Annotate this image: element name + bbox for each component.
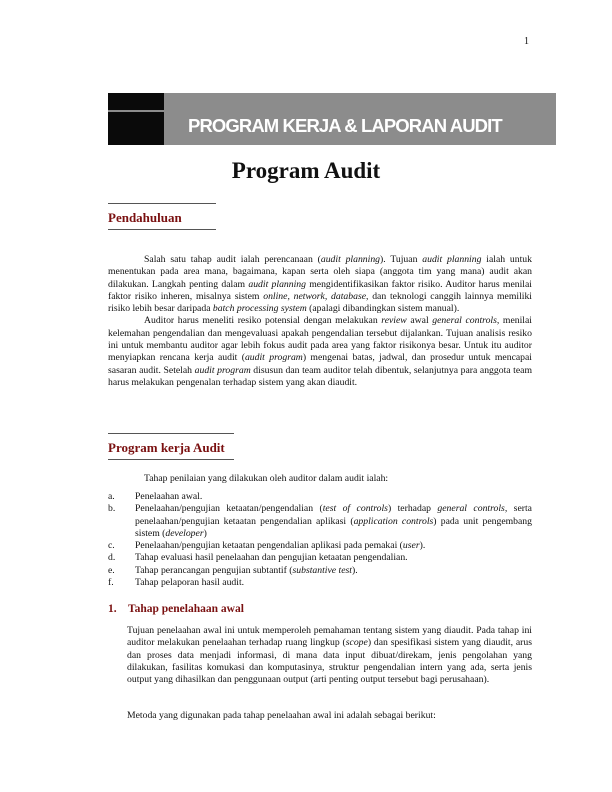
section-rule-top xyxy=(108,433,234,434)
intro-paragraphs xyxy=(108,254,532,389)
text-run: ). Tujuan xyxy=(380,254,423,265)
list-intro xyxy=(108,473,532,485)
italic-text: scope xyxy=(345,637,368,649)
italic-text: audit program xyxy=(244,352,303,364)
subsection-heading xyxy=(108,603,244,615)
italic-text: substantive test xyxy=(292,564,352,576)
section-rule-bottom xyxy=(108,229,216,230)
text-run: Penelaahan/pengujian ketaatan/pengendalian ( xyxy=(135,503,323,515)
list-item xyxy=(108,565,532,577)
list-intro-text: Tahap penilaian yang dilakukan oleh auditor dalam audit ialah: xyxy=(144,473,389,484)
italic-text: online, network, database xyxy=(263,290,367,302)
audit-stage-list xyxy=(108,491,532,589)
list-item xyxy=(108,577,532,589)
list-marker: f. xyxy=(108,577,114,589)
banner-title: PROGRAM KERJA & LAPORAN AUDIT xyxy=(188,115,502,136)
text-run: ialah untuk menentukan pada area mana, bagaimana, kapan serta oleh siapa (anggota tim yang mana) audit akan dilakukan. Langkah penting dalam xyxy=(108,254,532,290)
list-text xyxy=(135,540,425,551)
text-run: serta penelaahan/pengujian ketaatan pengendalian aplikasi ( xyxy=(135,503,532,527)
italic-text: audit planning xyxy=(422,254,482,265)
text-run: ) pada unit pengembang sistem ( xyxy=(135,515,532,539)
text-run: ) terhadap xyxy=(387,503,438,515)
list-marker: c. xyxy=(108,540,115,552)
italic-text: audit planning xyxy=(320,254,381,265)
text-run: Auditor harus meneliti resiko potensial dengan melakukan xyxy=(144,315,382,327)
text-run: mengidentifikasikan faktor risiko. Auditor harus menilai faktor risiko inheren, misalnya sistem xyxy=(108,278,532,302)
subsection-title: Tahap penelahaan awal xyxy=(128,603,244,615)
list-item xyxy=(108,503,532,540)
list-marker: e. xyxy=(108,564,115,576)
section-rule-top xyxy=(108,203,216,204)
section-heading-pendahuluan: Pendahuluan xyxy=(108,210,182,225)
list-item xyxy=(108,540,532,552)
italic-text: review xyxy=(381,315,407,327)
italic-text: general controls, xyxy=(432,315,500,327)
italic-text: general controls, xyxy=(437,503,508,515)
text-run: Tujuan penelaahan awal ini untuk memperoleh pemahaman tentang sistem yang diaudit. Pada tahap ini auditor melakukan penelaahan terhadap ruang lingkup ( xyxy=(127,625,532,649)
banner-black-block xyxy=(108,93,164,145)
italic-text: test of controls xyxy=(322,503,388,515)
section-heading-program-kerja: Program kerja Audit xyxy=(108,440,225,455)
text-run: Tahap perancangan pengujian subtantif ( xyxy=(135,564,293,576)
text-run: ) dan spesifikasi sistem yang diaudit, arus dan proses data menjadi informasi, di mana data input dibuat/direkam, jenis pengolahan yang dilakukan, fasilitas komukasi dan komputasinya, struktur pengendalian intern yang ada, serta jenis output yang dihasilkan dan penggunaan output (arti penting output tersebut bagi perusahaan). xyxy=(127,637,532,686)
paragraph xyxy=(108,254,532,315)
page-number: 1 xyxy=(524,36,529,47)
text-run: ). xyxy=(419,540,426,552)
paragraph: Metoda yang digunakan pada tahap penelaahan awal ini adalah sebagai berikut: xyxy=(127,710,436,721)
list-marker: a. xyxy=(108,491,115,502)
list-text xyxy=(135,577,244,588)
text-run: awal xyxy=(406,315,433,327)
text-run: Penelaahan/pengujian ketaatan pengendalian aplikasi pada pemakai ( xyxy=(135,540,403,552)
italic-text: application controls xyxy=(353,515,434,527)
list-text xyxy=(135,491,202,502)
list-text xyxy=(135,552,408,563)
text-run: ) xyxy=(203,527,207,539)
text-run: menilai kelemahan pengendalian dan mengevaluasi apakah pengendalian tersebut dijalankan. Tujuan analisis resiko ini untuk membantu auditor agar lebih fokus audit pada area yang faktor risikonya besar. Untuk itu auditor menyiapkan rencana kerja audit ( xyxy=(108,315,532,364)
paragraph xyxy=(108,315,532,389)
text-run: Salah satu tahap audit ialah perencanaan ( xyxy=(144,254,321,265)
text-run: Penelaahan awal. xyxy=(135,491,203,502)
list-marker: d. xyxy=(108,552,116,564)
italic-text: developer xyxy=(165,527,204,539)
text-run: ) mengenai batas, jadwal, dan prosedur untuk mencapai sasaran audit. Setelah xyxy=(108,352,533,376)
text-run: Tahap pelaporan hasil audit. xyxy=(135,577,245,589)
section-rule-bottom xyxy=(108,459,234,460)
list-marker: b. xyxy=(108,503,116,515)
text-run: Tahap evaluasi hasil penelaahan dan pengujian ketaatan pengendalian. xyxy=(135,552,408,564)
italic-text: batch processing system xyxy=(212,303,307,315)
italic-text: audit planning xyxy=(248,278,306,290)
text-run: disusun dan team auditor telah dibentuk, selanjutnya para anggota team harus melakukan pengenalan terhadap sistem yang akan diaudit. xyxy=(108,364,532,388)
italic-text: user xyxy=(402,540,420,552)
paragraph xyxy=(127,625,532,686)
text-run: , dan teknologi canggih lainnya memiliki risiko lebih besar daripada xyxy=(108,290,532,315)
list-item xyxy=(108,491,532,503)
page-title: Program Audit xyxy=(231,158,381,183)
subsection-number: 1. xyxy=(108,603,117,615)
subsection-paragraph xyxy=(127,625,532,686)
text-run: (apalagi dibandingkan sistem manual). xyxy=(306,303,460,315)
subsection-paragraph xyxy=(127,710,532,722)
italic-text: audit program xyxy=(194,364,251,376)
banner-divider xyxy=(108,110,164,112)
list-text xyxy=(135,565,358,576)
text-run: ). xyxy=(351,564,358,576)
list-text xyxy=(135,503,532,539)
header-banner xyxy=(108,93,556,145)
list-item xyxy=(108,552,532,564)
